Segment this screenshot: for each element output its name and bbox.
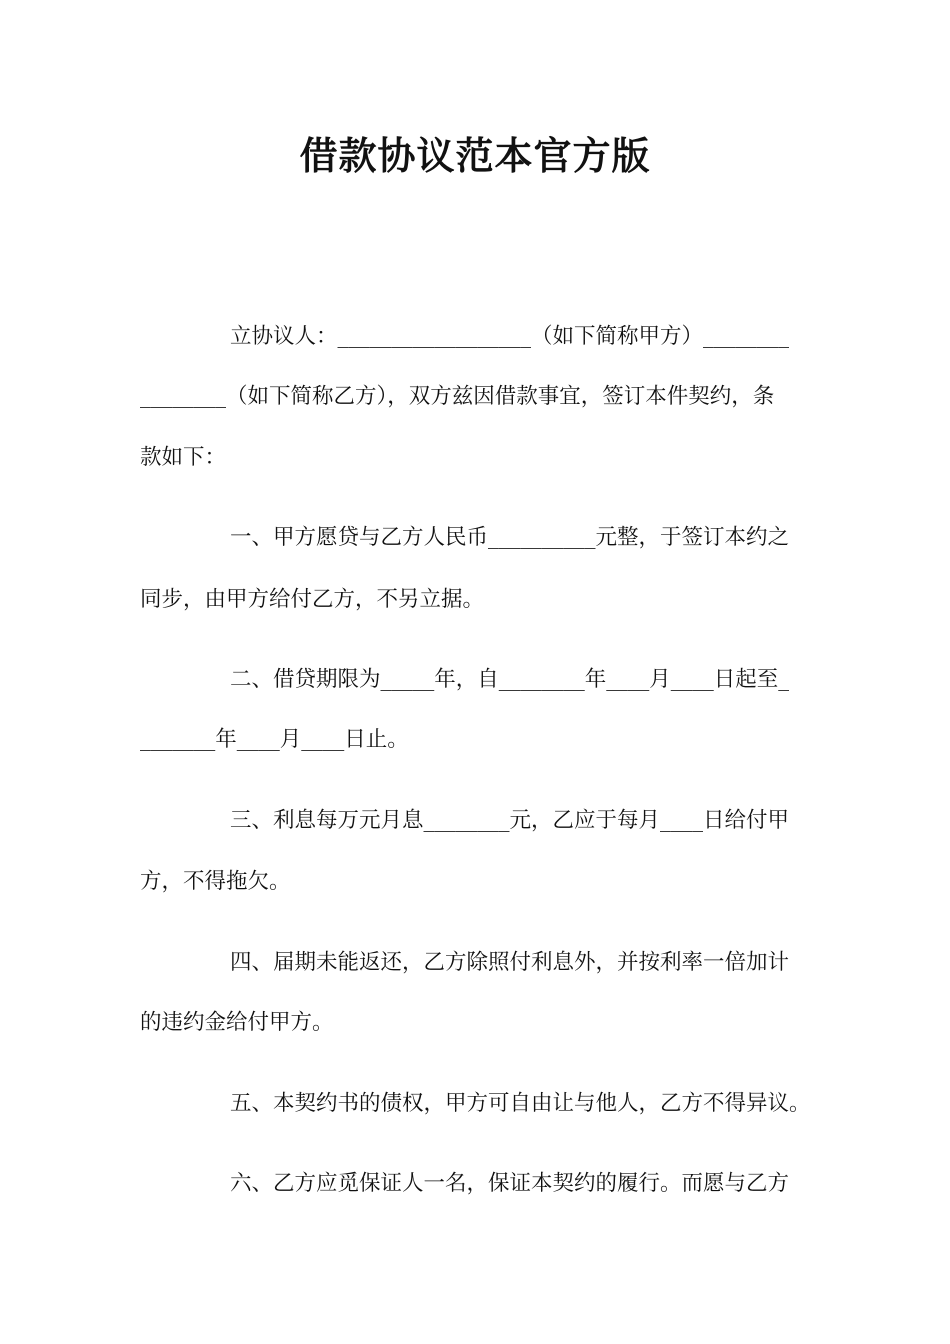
clause-1-line-2: 同步，由甲方给付乙方，不另立据。 — [140, 587, 485, 612]
clause-3-line-2: 方，不得拖欠。 — [140, 869, 291, 894]
clause-5-line-1: 五、本契约书的债权，甲方可自由让与他人，乙方不得异议。 — [230, 1091, 811, 1116]
clause-1-line-1: 一、甲方愿贷与乙方人民币__________元整，于签订本约之 — [230, 525, 790, 550]
paragraph-parties-line-2: ________（如下简称乙方），双方兹因借款事宜，签订本件契约，条 — [140, 384, 775, 409]
clause-2-line-1: 二、借贷期限为_____年，自________年____月____日起至_ — [230, 667, 790, 692]
clause-6-line-1: 六、乙方应觅保证人一名，保证本契约的履行。而愿与乙方 — [230, 1171, 790, 1196]
clause-3-line-1: 三、利息每万元月息________元，乙应于每月____日给付甲 — [230, 808, 790, 833]
paragraph-parties-line-3: 款如下： — [140, 445, 227, 470]
clause-4-line-2: 的违约金给付甲方。 — [140, 1010, 334, 1035]
document-title: 借款协议范本官方版 — [299, 134, 651, 178]
clause-2-line-2: _______年____月____日止。 — [140, 727, 409, 752]
paragraph-parties-line-1: 立协议人：__________________（如下简称甲方）________ — [230, 324, 790, 349]
clause-4-line-1: 四、届期未能返还，乙方除照付利息外，并按利率一倍加计 — [230, 950, 790, 975]
